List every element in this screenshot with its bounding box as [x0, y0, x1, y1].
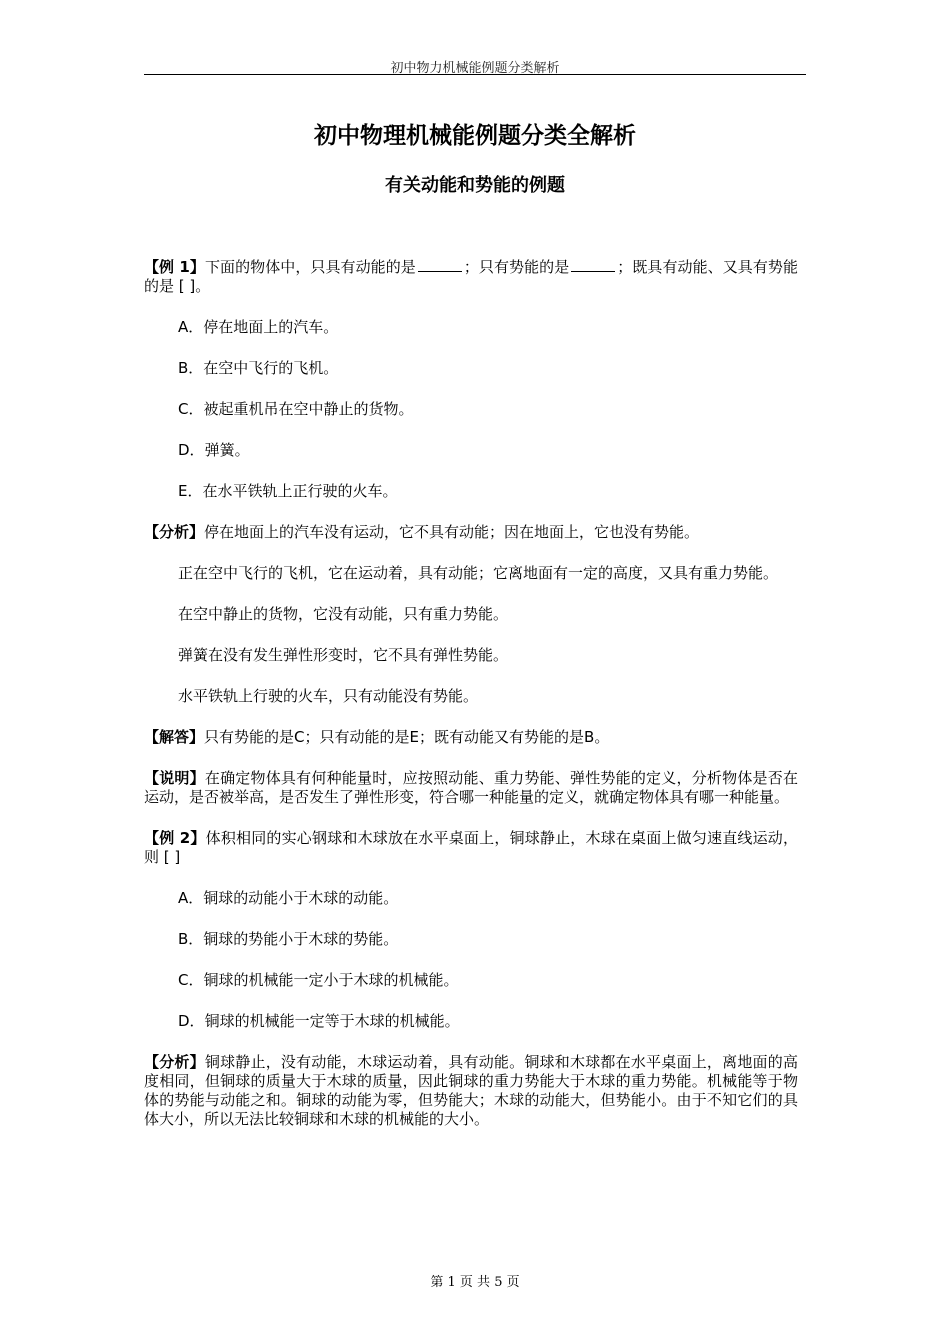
example2-option-a	[144, 889, 798, 908]
example2-bracket: [ ]	[163, 848, 181, 866]
example1-question-part1: 下面的物体中，只具有动能的是	[204, 258, 416, 276]
answer-tag: 【解答】	[144, 728, 205, 746]
example1-option-c	[144, 400, 798, 419]
option-text: 铜球的势能小于木球的势能。	[203, 930, 399, 948]
example1-question-part3: ；既具有动能、又具有势能的是	[144, 258, 798, 295]
option-letter: C．	[178, 400, 204, 418]
answer-letter: C	[294, 728, 305, 746]
option-letter: D．	[178, 441, 205, 459]
option-text: 铜球的机械能一定小于木球的机械能。	[203, 971, 459, 989]
analysis-text: 铜球静止，没有动能，木球运动着，具有动能。铜球和木球都在水平桌面上，离地面的高度相同，但铜球的质量大于木球的质量，因此铜球的重力势能大于木球的重力势能。机械能等于物体的势能与动能之和。铜球的动能为零，但势能大；木球的动能大，但势能小。由于不知它们的具体大小，所以无法比较铜球和木球的机械能的大小。	[144, 1053, 798, 1128]
option-letter: B．	[178, 359, 204, 377]
example1-tag: 【例 1】	[144, 258, 205, 276]
example2-option-c	[144, 971, 798, 990]
document-body	[144, 258, 798, 1151]
example1-bracket: [ ]。	[178, 277, 211, 295]
example2-option-b	[144, 930, 798, 949]
analysis-tag: 【分析】	[144, 523, 205, 541]
option-letter: A．	[178, 889, 204, 907]
example2-option-d	[144, 1012, 798, 1031]
option-letter: A．	[178, 318, 204, 336]
answer-letter: B	[584, 728, 595, 746]
example1-analysis-4: 弹簧在没有发生弹性形变时，它不具有弹性势能。	[178, 646, 509, 664]
example1-analysis	[144, 523, 798, 542]
option-text: 弹簧。	[204, 441, 250, 459]
answer-text: 只有势能的是	[204, 728, 295, 746]
option-letter: B．	[178, 930, 204, 948]
answer-blank-1	[418, 258, 462, 272]
analysis-tag: 【分析】	[144, 1053, 205, 1071]
option-text: 在空中飞行的飞机。	[203, 359, 339, 377]
answer-blank-2	[571, 258, 615, 272]
analysis-text: 停在地面上的汽车没有运动，它不具有动能；因在地面上，它也没有势能。	[204, 523, 700, 541]
example2-tag: 【例 2】	[144, 829, 206, 847]
example1-analysis-2: 正在空中飞行的飞机，它在运动着，具有动能；它离地面有一定的高度，又具有重力势能。	[178, 564, 779, 582]
document-title: 初中物理机械能例题分类全解析	[314, 122, 636, 149]
example1-analysis-3: 在空中静止的货物，它没有动能，只有重力势能。	[178, 605, 509, 623]
option-letter: D．	[178, 1012, 205, 1030]
example1-question-part2: ；只有势能的是	[463, 258, 570, 276]
example1-option-e	[144, 482, 798, 501]
option-text: 停在地面上的汽车。	[203, 318, 339, 336]
example1-analysis-5: 水平铁轨上行驶的火车，只有动能没有势能。	[178, 687, 479, 705]
example1-question	[144, 258, 798, 296]
note-text: 在确定物体具有何种能量时，应按照动能、重力势能、弹性势能的定义，分析物体是否在运动，是否被举高，是否发生了弹性形变，符合哪一种能量的定义，就确定物体具有哪一种能量。	[144, 769, 798, 806]
example1-note	[144, 769, 798, 807]
option-letter: E．	[178, 482, 203, 500]
running-header: 初中物力机械能例题分类解析	[390, 61, 560, 76]
option-text: 铜球的动能小于木球的动能。	[203, 889, 399, 907]
example2-question-text: 体积相同的实心钢球和木球放在水平桌面上，铜球静止，木球在桌面上做匀速直线运动，则	[144, 829, 798, 866]
example2-question	[144, 829, 798, 867]
section-heading: 有关动能和势能的例题	[385, 175, 565, 196]
option-text: 被起重机吊在空中静止的货物。	[203, 400, 414, 418]
answer-text: ；既有动能又有势能的是	[419, 728, 585, 746]
option-letter: C．	[178, 971, 204, 989]
page-footer: 第 1 页 共 5 页	[430, 1275, 520, 1290]
example1-option-a	[144, 318, 798, 337]
answer-text: 。	[594, 728, 610, 746]
option-text: 铜球的机械能一定等于木球的机械能。	[204, 1012, 460, 1030]
option-text: 在水平铁轨上正行驶的火车。	[202, 482, 398, 500]
header-rule	[144, 74, 806, 75]
answer-text: ；只有动能的是	[304, 728, 410, 746]
example1-answer	[144, 728, 798, 747]
example2-analysis	[144, 1053, 798, 1129]
example1-option-b	[144, 359, 798, 378]
answer-letter: E	[409, 728, 420, 746]
note-tag: 【说明】	[144, 769, 205, 787]
example1-option-d	[144, 441, 798, 460]
